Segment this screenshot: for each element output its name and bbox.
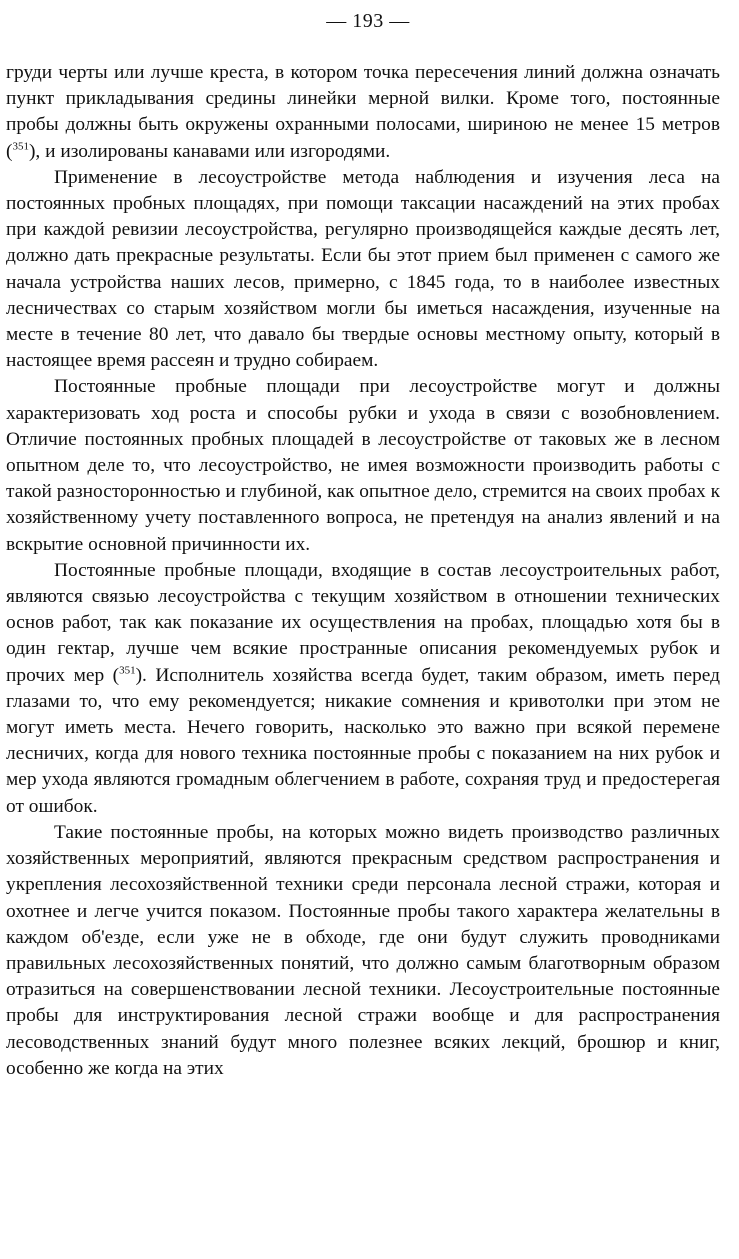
document-page: [6, 6, 720, 1254]
footnote-reference: 351: [119, 664, 136, 677]
paragraph: [6, 374, 720, 557]
footnote-reference: 351: [12, 140, 29, 153]
page-number: — 193 —: [326, 10, 410, 32]
paragraph-text: Такие постоянные пробы, на которых можно видеть производство различных хозяйственных мероприятий, являются прекрасным средством распространения и укрепления лесохозяйственной техники среди персонала лесной стражи, которая и охотнее и легче учится показом. Постоянные пробы такого характера желательны в каждом об'езде, если уже не в обходе, где они будут служить проводниками правильных лесохозяйственных понятий, что должно самым благотворным образом отразиться на совершенствовании лесной техники. Лесоустроительные постоянные пробы для инструктирования лесной стражи вообще и для распространения лесоводственных знаний будут много полезнее всяких лекций, брошюр и книг, особенно же когда на этих: [6, 821, 720, 1079]
paragraph-text: Постоянные пробные площади, входящие в состав лесоустроительных работ, являются связью лесоустройства с текущим хозяйством в отношении технических основ работ, так как показание их осуществления на пробах, площадью хотя бы в один гектар, лучше чем всякие пространные описания рекомендуемых рубок и прочих мер (: [6, 559, 720, 686]
paragraph: [6, 820, 720, 1082]
paragraph-text: ). Исполнитель хозяйства всегда будет, таким образом, иметь перед глазами то, что ему рекомендуется; никакие сомнения и кривотолки при этом не могут иметь места. Нечего говорить, насколько это важно при всякой перемене лесничих, когда для нового техника постоянные пробы с показанием на них рубок и мер ухода являются громадным облегчением в работе, сохраняя труд и предостерегая от ошибок.: [6, 664, 720, 817]
paragraph: [6, 165, 720, 375]
paragraph-text: груди черты или лучше креста, в котором точка пересечения линий должна означать пункт прикладывания средины линейки мерной вилки. Кроме того, постоянные пробы должны быть окружены охранными полосами, шириною не менее 15 метров (: [6, 62, 720, 162]
paragraph-text: Применение в лесоустройстве метода наблюдения и изучения леса на постоянных пробных площадях, при помощи таксации насаждений на этих пробах при каждой ревизии лесоустройства, регулярно производящейся каждые десять лет, должно дать прекрасные результаты. Если бы этот прием был применен с самого же начала устройства наших лесов, примерно, с 1845 года, то в наиболее известных лесничествах со старым хозяйством могли бы иметься насаждения, изученные на месте в течение 80 лет, что давало бы твердые основы местному опыту, который в настоящее время рассеян и трудно собираем.: [6, 166, 720, 372]
paragraph: [6, 60, 720, 165]
paragraph: [6, 558, 720, 820]
paragraph-text: Постоянные пробные площади при лесоустройстве могут и должны характеризовать ход роста и способы рубки и ухода в связи с возобновлением. Отличие постоянных пробных площадей в лесоустройстве от таковых же в лесном опытном деле то, что лесоустройство, не имея возможности производить работы с такой разносторонностью и глубиной, как опытное дело, стремится на своих пробах к хозяйственному учету поставленного вопроса, не претендуя на анализ явлений и на вскрытие основной причинности их.: [6, 376, 720, 555]
paragraph-text: ), и изолированы канавами или изгородями.: [28, 140, 391, 162]
